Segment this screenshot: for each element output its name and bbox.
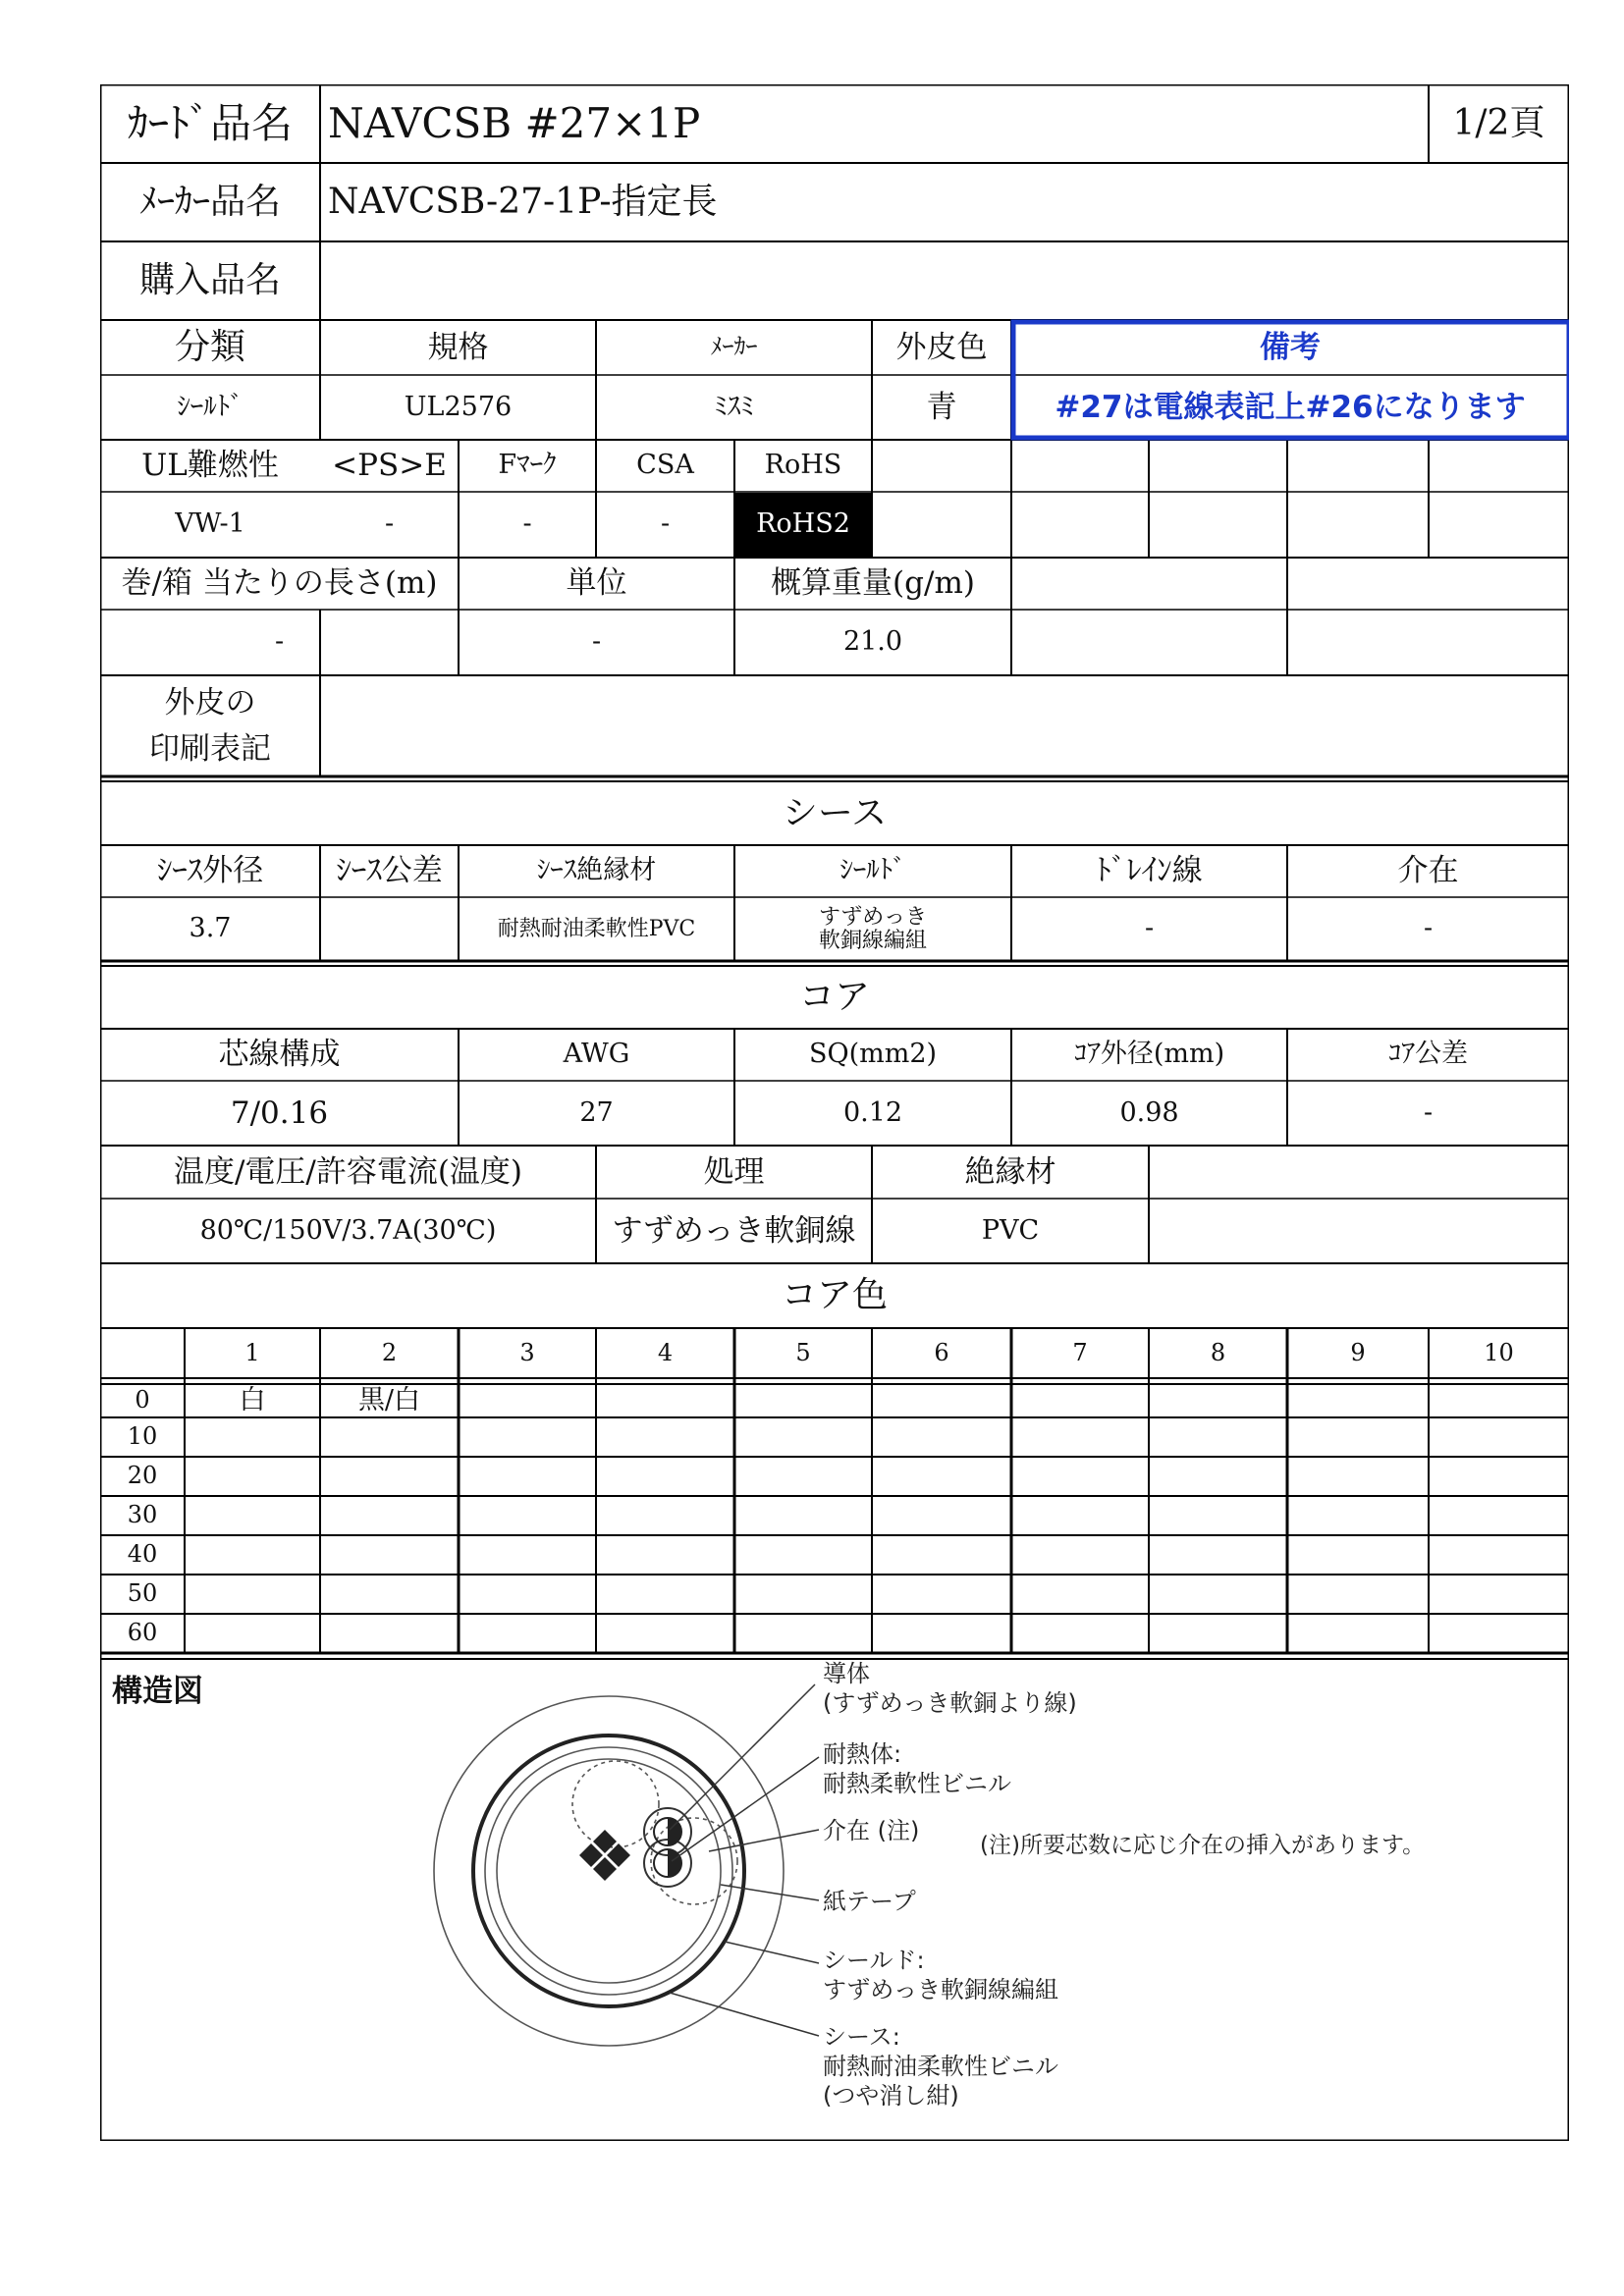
color-cell [1149, 1417, 1287, 1457]
color-column-header: 9 [1350, 1338, 1366, 1366]
color-cell [459, 1384, 596, 1417]
core-tolerance-value: - [1423, 1096, 1434, 1128]
color-cell [185, 1535, 320, 1575]
color-cell [1011, 1417, 1149, 1457]
color-cell [734, 1457, 872, 1496]
color-cell [1287, 1457, 1429, 1496]
color-row-label: 20 [127, 1462, 158, 1490]
color-cell [1287, 1417, 1429, 1457]
color-cell [320, 1575, 459, 1614]
color-column-header: 10 [1484, 1338, 1514, 1366]
color-cell [1287, 1575, 1429, 1614]
sheath-insulation-value: 耐熱耐油柔軟性PVC [497, 916, 696, 941]
color-cell [185, 1575, 320, 1614]
color-cell [185, 1614, 320, 1653]
color-cell [1287, 1535, 1429, 1575]
ul-flame-label: UL難燃性 [141, 448, 279, 484]
awg-label: AWG [563, 1039, 630, 1070]
color-cell [734, 1384, 872, 1417]
color-cell [1149, 1535, 1287, 1575]
pse-label: <PS>E [332, 448, 447, 484]
color-cell [1429, 1535, 1569, 1575]
sheath-tolerance-value [320, 897, 459, 961]
color-cell [734, 1417, 872, 1457]
color-cell [1429, 1496, 1569, 1535]
insulation-value: PVC [981, 1214, 1040, 1246]
remarks-label: 備考 [1260, 329, 1321, 365]
color-cell [596, 1535, 734, 1575]
color-cell [872, 1496, 1011, 1535]
awg-value: 27 [579, 1096, 614, 1128]
color-cell [872, 1384, 1011, 1417]
sheath-insulation-label: ｼｰｽ絶縁材 [536, 855, 657, 886]
maker-value: ﾐｽﾐ [714, 391, 754, 422]
color-cell [459, 1417, 596, 1457]
color-cell [459, 1535, 596, 1575]
purchase-name-label: 購入品名 [138, 260, 281, 301]
color-cell [459, 1614, 596, 1653]
core-tolerance-label: ｺｱ公差 [1388, 1039, 1468, 1070]
maker-label: ﾒｰｶｰ [710, 333, 758, 361]
color-cell [734, 1496, 872, 1535]
color-cell [1011, 1496, 1149, 1535]
csa-value: - [660, 508, 671, 540]
color-column-header: 3 [519, 1338, 535, 1366]
category-label: 分類 [174, 327, 245, 368]
sheath-od-value: 3.7 [189, 913, 232, 944]
spec-sheet [100, 84, 1569, 2141]
purchase-name-value [320, 241, 1569, 320]
color-cell [1011, 1535, 1149, 1575]
color-cell [1149, 1457, 1287, 1496]
color-cell [596, 1384, 734, 1417]
unit-label: 単位 [566, 565, 627, 602]
standard-value: UL2576 [404, 391, 513, 422]
sq-value: 0.12 [842, 1096, 903, 1128]
color-column-header: 5 [795, 1338, 811, 1366]
color-cell [1011, 1457, 1149, 1496]
insulation-label: 絶縁材 [964, 1153, 1056, 1190]
card-name-value: NAVCSB #27×1P [328, 98, 701, 147]
structure-diagram-title: 構造図 [112, 1673, 203, 1709]
color-cell [734, 1535, 872, 1575]
color-cell [596, 1457, 734, 1496]
pse-value: - [384, 508, 395, 540]
color-cell [185, 1457, 320, 1496]
color-cell: 黒/白 [357, 1384, 421, 1415]
strand-label: 芯線構成 [218, 1037, 341, 1073]
rohs-label: RoHS [764, 450, 842, 481]
color-cell [1429, 1575, 1569, 1614]
color-cell [320, 1535, 459, 1575]
color-cell [1149, 1384, 1287, 1417]
standard-label: 規格 [427, 329, 489, 365]
filler-label: 介在 [1397, 853, 1459, 889]
remarks-value: #27は電線表記上#26になります [1055, 389, 1526, 425]
color-cell [1429, 1417, 1569, 1457]
color-row-label: 0 [135, 1386, 150, 1415]
rohs-value: RoHS2 [735, 493, 871, 557]
color-cell [1287, 1384, 1429, 1417]
color-cell [872, 1614, 1011, 1653]
core-od-value: 0.98 [1119, 1096, 1179, 1128]
color-cell [1429, 1457, 1569, 1496]
color-cell [185, 1417, 320, 1457]
jacket-print-label: 外皮の 印刷表記 [149, 684, 271, 767]
f-mark-label: Fﾏｰｸ [498, 450, 557, 481]
color-row-label: 40 [127, 1540, 158, 1569]
core-od-label: ｺｱ外径(mm) [1073, 1039, 1225, 1070]
color-cell [320, 1417, 459, 1457]
shield-label: ｼｰﾙﾄﾞ [839, 855, 906, 886]
color-cell [734, 1614, 872, 1653]
color-row-label: 30 [127, 1501, 158, 1529]
color-cell [320, 1614, 459, 1653]
color-column-header: 1 [244, 1338, 260, 1366]
filler-value: - [1423, 913, 1434, 944]
color-cell [872, 1457, 1011, 1496]
color-cell [734, 1575, 872, 1614]
color-cell [1149, 1614, 1287, 1653]
csa-label: CSA [636, 450, 694, 481]
shield-callout: シールド: すずめっき軟銅線編組 [823, 1947, 1058, 2003]
maker-part-label: ﾒｰｶｰ品名 [138, 182, 281, 223]
weight-value: 21.0 [842, 626, 903, 658]
ul-flame-value: VW-1 [175, 508, 245, 540]
color-row-label: 50 [127, 1579, 158, 1608]
color-cell [1429, 1614, 1569, 1653]
color-cell [1011, 1384, 1149, 1417]
color-column-header: 6 [934, 1338, 949, 1366]
color-row-label: 10 [127, 1422, 158, 1451]
sheath-section-title: シース [782, 792, 888, 833]
length-per-reel-value: - [274, 626, 285, 658]
length-per-reel-label: 巻/箱 当たりの長さ(m) [121, 565, 438, 602]
color-cell [596, 1496, 734, 1535]
strand-value: 7/0.16 [230, 1095, 329, 1131]
weight-label: 概算重量(g/m) [771, 565, 975, 602]
conductor-callout: 導体 (すずめっき軟銅より線) [823, 1660, 1077, 1717]
color-cell [459, 1496, 596, 1535]
color-cell: 白 [239, 1384, 266, 1415]
color-row-label: 60 [127, 1619, 158, 1647]
rating-value: 80℃/150V/3.7A(30℃) [199, 1214, 497, 1246]
card-name-label: ｶｰﾄﾞ品名 [127, 98, 293, 147]
color-cell [1149, 1575, 1287, 1614]
color-cell [1287, 1614, 1429, 1653]
insulation-callout: 耐熱体: 耐熱柔軟性ビニル [823, 1740, 1011, 1797]
color-cell [1011, 1614, 1149, 1653]
color-column-header: 4 [657, 1338, 674, 1366]
color-column-header: 2 [381, 1338, 398, 1366]
sheath-od-label: ｼｰｽ外径 [156, 853, 264, 889]
drain-wire-value: - [1144, 913, 1155, 944]
color-cell [596, 1614, 734, 1653]
color-cell [1287, 1496, 1429, 1535]
drain-wire-label: ﾄﾞﾚｲﾝ線 [1096, 853, 1203, 889]
color-cell [596, 1417, 734, 1457]
color-column-header: 8 [1210, 1338, 1226, 1366]
color-cell [1429, 1384, 1569, 1417]
core-color-title: コア色 [781, 1275, 888, 1316]
sheath-callout: シース: 耐熱耐油柔軟性ビニル (つや消し紺) [823, 2023, 1058, 2109]
category-value: ｼｰﾙﾄﾞ [177, 391, 244, 422]
f-mark-value: - [522, 508, 532, 540]
treatment-value: すずめっき軟銅線 [612, 1212, 856, 1249]
maker-part-value: NAVCSB-27-1P-指定長 [328, 182, 718, 223]
shield-value: すずめっき 軟銅線編組 [818, 905, 927, 953]
color-cell [320, 1496, 459, 1535]
page-number: 1/2頁 [1452, 103, 1545, 144]
filler-callout: 介在 (注) [823, 1817, 920, 1844]
jacket-color-value: 青 [926, 389, 957, 425]
color-cell [872, 1575, 1011, 1614]
filler-note: (注)所要芯数に応じ介在の挿入があります。 [980, 1833, 1426, 1858]
color-cell [1011, 1575, 1149, 1614]
sheath-tolerance-label: ｼｰｽ公差 [336, 853, 443, 889]
color-cell [872, 1535, 1011, 1575]
color-column-header: 7 [1072, 1338, 1088, 1366]
paper-tape-callout: 紙テープ [823, 1888, 916, 1915]
color-cell [872, 1417, 1011, 1457]
color-cell [459, 1457, 596, 1496]
color-cell [459, 1575, 596, 1614]
unit-value: - [591, 626, 602, 658]
core-section-title: コア [798, 977, 870, 1018]
jacket-color-label: 外皮色 [895, 329, 988, 365]
color-cell [1149, 1496, 1287, 1535]
treatment-label: 処理 [703, 1153, 765, 1190]
color-cell [320, 1457, 459, 1496]
color-cell [596, 1575, 734, 1614]
rating-label: 温度/電圧/許容電流(温度) [173, 1153, 523, 1190]
color-cell [185, 1496, 320, 1535]
sq-label: SQ(mm2) [808, 1039, 938, 1070]
